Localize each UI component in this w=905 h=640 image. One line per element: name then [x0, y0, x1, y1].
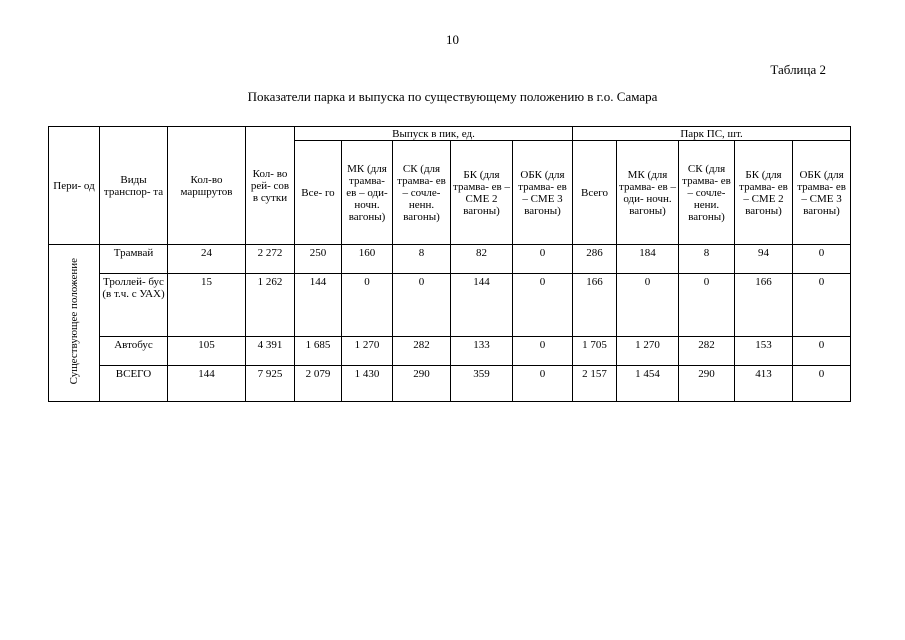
cell-peak-obk: 0	[513, 366, 573, 402]
header-peak-sk: СК (для трамва- ев – сочле- ненн. вагоны)	[393, 141, 451, 245]
cell-fleet-bk: 153	[735, 337, 793, 366]
cell-fleet-bk: 166	[735, 274, 793, 337]
cell-peak-obk: 0	[513, 245, 573, 274]
cell-routes: 24	[168, 245, 246, 274]
cell-fleet-obk: 0	[793, 274, 851, 337]
header-fleet-obk: ОБК (для трамва- ев – СМЕ 3 вагоны)	[793, 141, 851, 245]
cell-type: ВСЕГО	[100, 366, 168, 402]
cell-fleet-obk: 0	[793, 366, 851, 402]
cell-fleet-obk: 0	[793, 245, 851, 274]
header-peak-total: Все- го	[295, 141, 342, 245]
cell-peak-bk: 144	[451, 274, 513, 337]
cell-fleet-sk: 0	[679, 274, 735, 337]
cell-fleet-mk: 1 454	[617, 366, 679, 402]
cell-fleet-total: 1 705	[573, 337, 617, 366]
cell-peak-total: 250	[295, 245, 342, 274]
cell-peak-obk: 0	[513, 337, 573, 366]
table-label: Таблица 2	[770, 62, 826, 77]
cell-routes: 144	[168, 366, 246, 402]
cell-fleet-total: 286	[573, 245, 617, 274]
cell-fleet-bk: 413	[735, 366, 793, 402]
cell-type: Троллей- бус (в т.ч. с УАХ)	[100, 274, 168, 337]
cell-peak-sk: 8	[393, 245, 451, 274]
cell-routes: 15	[168, 274, 246, 337]
cell-peak-bk: 133	[451, 337, 513, 366]
header-peak-mk: МК (для трамва- ев – оди- ночн. вагоны)	[342, 141, 393, 245]
header-group-fleet: Парк ПС, шт.	[573, 127, 851, 141]
cell-peak-mk: 1 430	[342, 366, 393, 402]
cell-fleet-sk: 290	[679, 366, 735, 402]
cell-peak-sk: 282	[393, 337, 451, 366]
cell-fleet-sk: 8	[679, 245, 735, 274]
period-label: Существующее положение	[68, 258, 80, 385]
header-peak-bk: БК (для трамва- ев – СМЕ 2 вагоны)	[451, 141, 513, 245]
header-routes-count: Кол-во маршрутов	[168, 127, 246, 245]
cell-fleet-mk: 0	[617, 274, 679, 337]
cell-trips: 2 272	[246, 245, 295, 274]
cell-peak-total: 1 685	[295, 337, 342, 366]
header-group-peak: Выпуск в пик, ед.	[295, 127, 573, 141]
cell-routes: 105	[168, 337, 246, 366]
cell-fleet-bk: 94	[735, 245, 793, 274]
header-period: Пери- од	[49, 127, 100, 245]
cell-fleet-obk: 0	[793, 337, 851, 366]
cell-type: Трамвай	[100, 245, 168, 274]
cell-fleet-total: 166	[573, 274, 617, 337]
cell-trips: 4 391	[246, 337, 295, 366]
cell-fleet-total: 2 157	[573, 366, 617, 402]
cell-peak-obk: 0	[513, 274, 573, 337]
header-trips-per-day: Кол- во рей- сов в сутки	[246, 127, 295, 245]
cell-peak-sk: 0	[393, 274, 451, 337]
cell-peak-bk: 359	[451, 366, 513, 402]
cell-peak-bk: 82	[451, 245, 513, 274]
cell-type: Автобус	[100, 337, 168, 366]
cell-fleet-mk: 1 270	[617, 337, 679, 366]
cell-fleet-sk: 282	[679, 337, 735, 366]
header-transport-type: Виды транспор- та	[100, 127, 168, 245]
table-row	[49, 337, 851, 366]
cell-peak-mk: 0	[342, 274, 393, 337]
page-number: 10	[446, 32, 459, 47]
cell-trips: 1 262	[246, 274, 295, 337]
header-peak-obk: ОБК (для трамва- ев – СМЕ 3 вагоны)	[513, 141, 573, 245]
header-fleet-sk: СК (для трамва- ев – сочле- нени. вагоны)	[679, 141, 735, 245]
header-fleet-mk: МК (для трамва- ев – оди- ночн. вагоны)	[617, 141, 679, 245]
cell-peak-sk: 290	[393, 366, 451, 402]
cell-trips: 7 925	[246, 366, 295, 402]
data-table	[48, 126, 851, 402]
table-row	[49, 366, 851, 402]
table-row	[49, 245, 851, 274]
cell-peak-mk: 160	[342, 245, 393, 274]
header-fleet-bk: БК (для трамва- ев – СМЕ 2 вагоны)	[735, 141, 793, 245]
cell-peak-total: 2 079	[295, 366, 342, 402]
header-fleet-total: Всего	[573, 141, 617, 245]
period-cell	[49, 245, 100, 402]
table-title: Показатели парка и выпуска по существующему положению в г.о. Самара	[247, 89, 658, 104]
cell-peak-total: 144	[295, 274, 342, 337]
cell-peak-mk: 1 270	[342, 337, 393, 366]
cell-fleet-mk: 184	[617, 245, 679, 274]
table-row	[49, 274, 851, 337]
